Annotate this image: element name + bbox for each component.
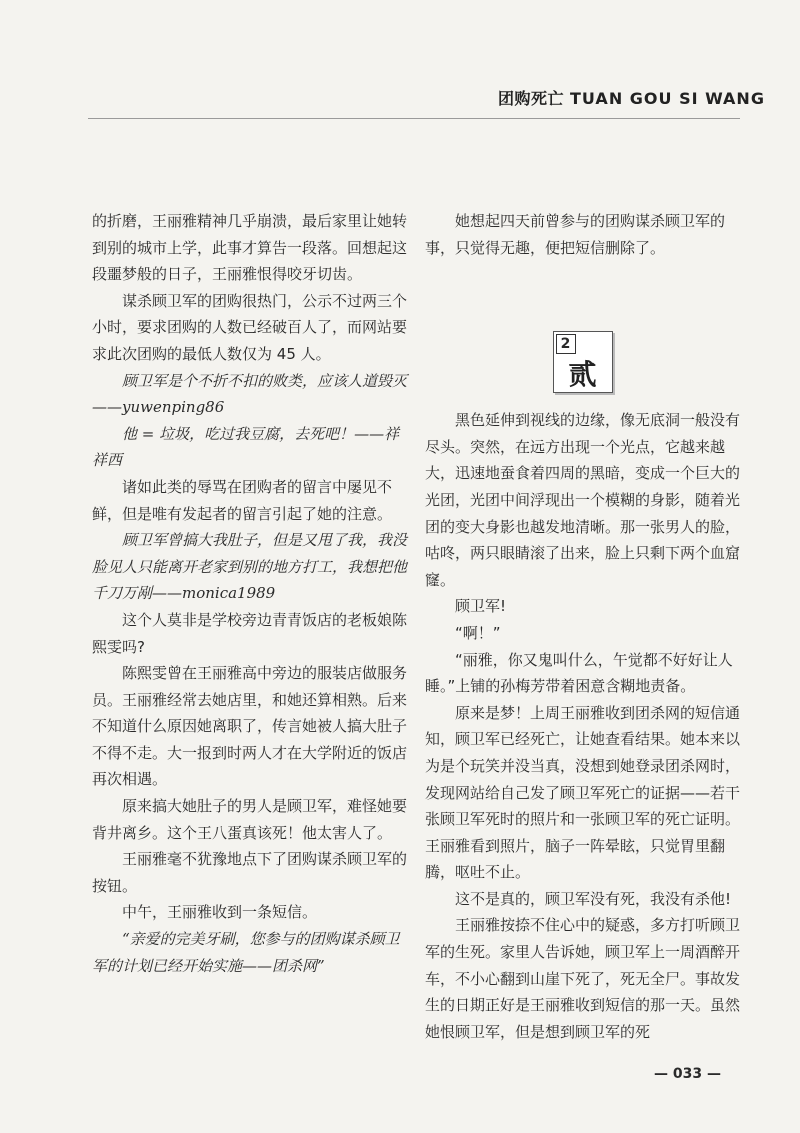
- paragraph: 这不是真的，顾卫军没有死，我没有杀他!: [455, 889, 732, 908]
- quote-comment: 顾卫军是个不折不扣的败类，应该人道毁灭——yuwenping86: [92, 371, 408, 417]
- section-number: 2: [556, 334, 576, 354]
- paragraph: 陈熙雯曾在王丽雅高中旁边的服装店做服务员。王丽雅经常去她店里，和她还算相熟。后来不知道什么原因她离职了，传言她被人搞大肚子不得不走。大一报到时两人才在大学附近的饭店再次相遇。: [92, 664, 408, 789]
- paragraph: 王丽雅毫不犹豫地点下了团购谋杀顾卫军的按钮。: [92, 850, 408, 895]
- running-header: [498, 86, 765, 112]
- paragraph: 她想起四天前曾参与的团购谋杀顾卫军的事，只觉得无趣，便把短信删除了。: [425, 212, 726, 257]
- paragraph: 的折磨，王丽雅精神几乎崩溃，最后家里让她转到别的城市上学，此事才算告一段落。回想起这段噩梦般的日子，王丽雅恨得咬牙切齿。: [92, 212, 408, 284]
- page-number: — 033 —: [654, 1066, 721, 1082]
- header-title-en: TUAN GOU SI WANG: [570, 89, 765, 108]
- paragraph: 中午，王丽雅收到一条短信。: [122, 903, 318, 922]
- quote-sms: “亲爱的完美牙刷，您参与的团购谋杀顾卫军的计划已经开始实施——团杀网”: [92, 930, 400, 975]
- paragraph: “啊！”: [455, 623, 501, 642]
- paragraph: 原来是梦！上周王丽雅收到团杀网的短信通知，顾卫军已经死亡，让她查看结果。她本来以为是个玩笑并没当真，没想到她登录团杀网时，发现网站给自己发了顾卫军死亡的证据——若干张顾卫军死时的照片和一张顾卫军的死亡证明。王丽雅看到照片，脑子一阵晕眩，只觉胃里翻腾，呕吐不止。: [425, 703, 741, 882]
- section-marker: [553, 331, 613, 393]
- right-column: [425, 208, 740, 1045]
- header-title-cn: 团购死亡: [498, 89, 565, 108]
- paragraph: 黑色延伸到视线的边缘，像无底洞一般没有尽头。突然，在远方出现一个光点，它越来越大，迅速地蚕食着四周的黑暗，变成一个巨大的光团，光团中间浮现出一个模糊的身影，随着光团的变大身影也越发地清晰。那一张男人的脸，咕咚，两只眼睛滚了出来，脸上只剩下两个血窟窿。: [425, 411, 741, 589]
- section-chinese-numeral: 贰: [568, 357, 597, 391]
- paragraph: “丽雅，你又鬼叫什么，午觉都不好好让人睡。”上铺的孙梅芳带着困意含糊地责备。: [425, 650, 733, 696]
- quote-comment: 顾卫军曾搞大我肚子，但是又甩了我，我没脸见人只能离开老家到别的地方打工，我想把他千刀万剐——monica1989: [92, 531, 408, 603]
- paragraph: 顾卫军!: [455, 597, 507, 616]
- paragraph: 原来搞大她肚子的男人是顾卫军，难怪她要背井离乡。这个王八蛋真该死！他太害人了。: [92, 797, 408, 842]
- paragraph: 这个人莫非是学校旁边青青饭店的老板娘陈熙雯吗?: [92, 610, 408, 656]
- quote-comment: 他 = 垃圾，吃过我豆腐，去死吧！——祥祥西: [92, 424, 400, 470]
- paragraph: 谋杀顾卫军的团购很热门，公示不过两三个小时，要求团购的人数已经破百人了，而网站要求此次团购的最低人数仅为 45 人。: [92, 291, 408, 363]
- paragraph: 诸如此类的辱骂在团购者的留言中屡见不鲜，但是唯有发起者的留言引起了她的注意。: [92, 477, 393, 523]
- left-column: [92, 208, 410, 979]
- header-rule: [88, 118, 740, 119]
- paragraph: 王丽雅按捺不住心中的疑惑，多方打听顾卫军的生死。家里人告诉她，顾卫军上一周酒醉开车，不小心翻到山崖下死了，死无全尸。事故发生的日期正好是王丽雅收到短信的那一天。虽然她恨顾卫军，但是想到顾卫军的死: [425, 916, 741, 1041]
